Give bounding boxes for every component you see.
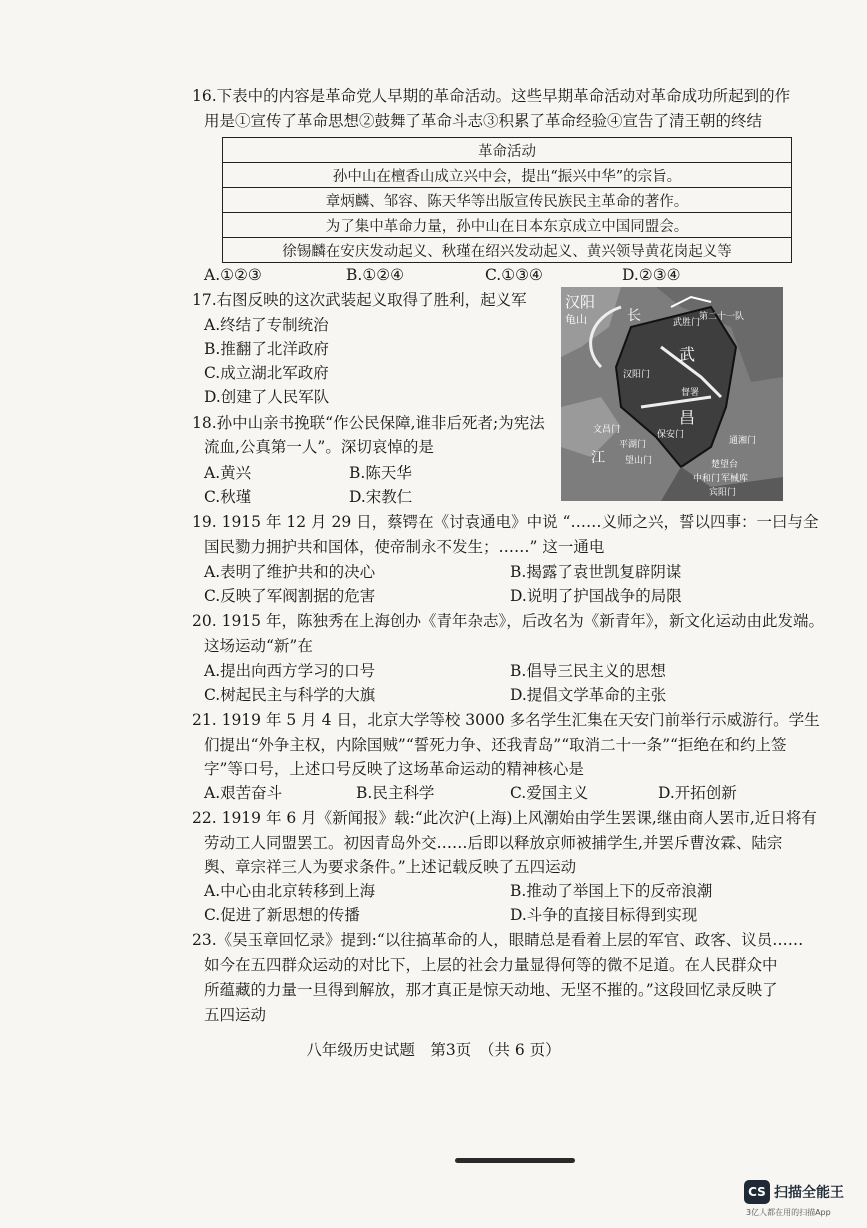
map-label: 平湖门 — [619, 440, 647, 450]
table-row: 孙中山在檀香山成立兴中会，提出“振兴中华”的宗旨。 — [223, 163, 792, 188]
q18-stem-line2: 流血,公真第一人”。深切哀悼的是 — [204, 438, 434, 456]
q19-option-c: C.反映了军阀割据的危害 — [204, 587, 376, 605]
q21-option-d: D.开拓创新 — [658, 784, 737, 802]
map-label: 宾阳门 — [709, 488, 737, 498]
q22-stem-line3: 舆、章宗祥三人为要求条件。”上述记载反映了五四运动 — [204, 858, 577, 876]
q18-stem-line1: 18.孙中山亲书挽联“作公民保障,谁非后死者;为宪法 — [192, 414, 545, 432]
map-label: 江 — [591, 450, 605, 466]
map-label: 督署 — [681, 388, 700, 398]
q16-option-a: A.①②③ — [204, 266, 262, 284]
map-label: 望山门 — [625, 456, 653, 466]
q22-stem-line1: 22. 1919 年 6 月《新闻报》载:“此次沪(上海)上风潮始由学生罢课,继由商人罢市,近日将有 — [192, 809, 817, 827]
table-header: 革命活动 — [223, 138, 792, 163]
q18-option-d: D.宋教仁 — [349, 488, 413, 506]
watermark-name: 扫描全能王 — [774, 1185, 844, 1201]
map-label: 汉阳门 — [623, 370, 651, 380]
q18-option-c: C.秋瑾 — [204, 488, 252, 506]
q18-option-b: B.陈天华 — [349, 464, 412, 482]
q19-stem-line2: 国民勠力拥护共和国体，使帝制永不发生；……” 这一通电 — [204, 538, 605, 556]
scanner-watermark — [744, 1180, 854, 1220]
q16-option-d: D.②③④ — [622, 266, 681, 284]
map-label: 武胜门 — [673, 318, 701, 328]
q21-option-a: A.艰苦奋斗 — [204, 784, 283, 802]
q19-option-d: D.说明了护国战争的局限 — [510, 587, 682, 605]
q20-stem-line2: 这场运动“新”在 — [204, 637, 313, 655]
map-drawing — [561, 287, 783, 501]
q21-option-b: B.民主科学 — [356, 784, 435, 802]
q21-stem-line1: 21. 1919 年 5 月 4 日，北京大学等校 3000 多名学生汇集在天安门前举行示威游行。学生 — [192, 711, 820, 729]
map-label: 军械库 — [721, 474, 749, 484]
q19-option-b: B.揭露了袁世凯复辟阴谋 — [510, 563, 682, 581]
q21-stem-line3: 字”等口号，上述口号反映了这场革命运动的精神核心是 — [204, 760, 584, 778]
q16-stem-line2: 用是①宣传了革命思想②鼓舞了革命斗志③积累了革命经验④宣告了清王朝的终结 — [204, 112, 763, 130]
q20-stem-line1: 20. 1915 年，陈独秀在上海创办《青年杂志》，后改名为《新青年》，新文化运动由此发端。 — [192, 612, 824, 630]
wuchang-uprising-map — [561, 287, 783, 501]
q18-option-a: A.黄兴 — [204, 464, 252, 482]
map-label: 保安门 — [657, 430, 685, 440]
map-label: 昌 — [679, 408, 696, 427]
q19-stem-line1: 19. 1915 年 12 月 29 日，蔡锷在《讨袁通电》中说 “……义师之兴，誓以四事：一曰与全 — [192, 513, 819, 531]
map-label: 第二十一队 — [699, 312, 745, 322]
q16-option-b: B.①②④ — [346, 266, 405, 284]
q16-option-c: C.①③④ — [485, 266, 543, 284]
q23-stem-line1: 23.《吴玉章回忆录》提到:“以往搞革命的人，眼睛总是看着上层的军官、政客、议员…… — [192, 931, 804, 949]
map-label: 中和门 — [693, 474, 721, 484]
map-label: 长 — [627, 308, 641, 324]
watermark-tagline: 3亿人都在用的扫描App — [746, 1208, 831, 1217]
q20-option-a: A.提出向西方学习的口号 — [204, 662, 376, 680]
q17-option-a: A.终结了专制统治 — [204, 316, 329, 334]
q21-option-c: C.爱国主义 — [510, 784, 589, 802]
q22-option-c: C.促进了新思想的传播 — [204, 906, 360, 924]
q22-option-b: B.推动了举国上下的反帝浪潮 — [510, 882, 713, 900]
table-row: 章炳麟、邹容、陈天华等出版宣传民族民主革命的著作。 — [223, 188, 792, 213]
q19-option-a: A.表明了维护共和的决心 — [204, 563, 376, 581]
scan-smudge — [455, 1158, 575, 1163]
map-label: 汉阳 — [565, 293, 596, 311]
map-label: 通湘门 — [729, 436, 757, 446]
q22-option-a: A.中心由北京转移到上海 — [204, 882, 376, 900]
q23-stem-line4: 五四运动 — [204, 1006, 267, 1024]
q17-option-c: C.成立湖北军政府 — [204, 364, 329, 382]
q23-stem-line3: 所蕴藏的力量一旦得到解放，那才真正是惊天动地、无坚不摧的。”这段回忆录反映了 — [204, 981, 778, 999]
q21-stem-line2: 们提出“外争主权，内除国贼”“誓死力争、还我青岛”“取消二十一条”“拒绝在和约上签 — [204, 736, 787, 754]
map-label: 楚望台 — [711, 460, 739, 470]
table-row: 徐锡麟在安庆发动起义、秋瑾在绍兴发动起义、黄兴领导黄花岗起义等 — [223, 238, 792, 263]
q17-stem: 17.右图反映的这次武装起义取得了胜利，起义军 — [192, 291, 527, 309]
table-row: 为了集中革命力量，孙中山在日本东京成立中国同盟会。 — [223, 213, 792, 238]
map-label: 武 — [679, 345, 696, 364]
q20-option-b: B.倡导三民主义的思想 — [510, 662, 666, 680]
q20-option-c: C.树起民主与科学的大旗 — [204, 686, 376, 704]
q17-option-d: D.创建了人民军队 — [204, 388, 330, 406]
camscanner-logo-icon: CS — [744, 1180, 770, 1204]
q22-option-d: D.斗争的直接目标得到实现 — [510, 906, 698, 924]
q22-stem-line2: 劳动工人同盟罢工。初因青岛外交……后即以释放京师被捕学生,并罢斥曹汝霖、陆宗 — [204, 834, 783, 852]
q16-stem-line1: 16.下表中的内容是革命党人早期的革命活动。这些早期革命活动对革命成功所起到的作 — [192, 87, 791, 105]
q20-option-d: D.提倡文学革命的主张 — [510, 686, 667, 704]
q23-stem-line2: 如今在五四群众运动的对比下，上层的社会力量显得何等的微不足道。在人民群众中 — [204, 956, 778, 974]
revolution-activities-table — [222, 137, 792, 263]
map-label: 文昌门 — [593, 425, 621, 435]
map-label: 龟山 — [565, 313, 587, 326]
page-footer: 八年级历史试题 第3页 （共 6 页） — [306, 1041, 561, 1059]
q17-option-b: B.推翻了北洋政府 — [204, 340, 329, 358]
